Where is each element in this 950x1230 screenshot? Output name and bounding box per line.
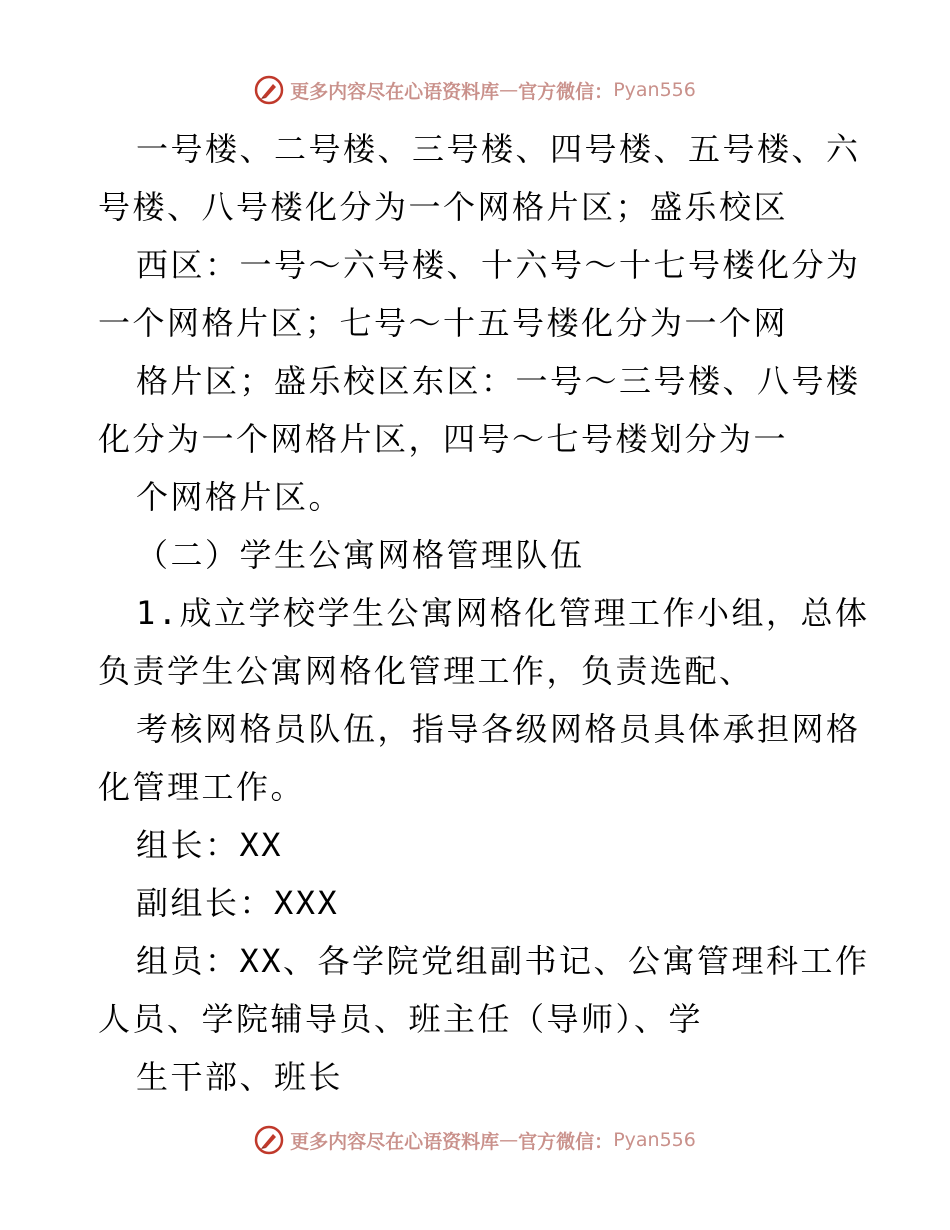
text-line: 一个网格片区；七号～十五号楼化分为一个网 xyxy=(98,304,789,342)
text-line: 1.成立学校学生公寓网格化管理工作小组，总体 xyxy=(136,594,870,632)
banner-contact-value: Pyan556 xyxy=(613,79,696,101)
footer-watermark-banner xyxy=(0,1120,950,1160)
banner-text: 更多内容尽在心语资料库 xyxy=(290,80,500,103)
text-line: 人员、学院辅导员、班主任（导师）、学 xyxy=(98,1000,704,1038)
members-line: 组员：XX、各学院党组副书记、公寓管理科工作 xyxy=(136,942,870,980)
text-line: 一号楼、二号楼、三号楼、四号楼、五号楼、六 xyxy=(136,130,861,168)
banner-contact-value: Pyan556 xyxy=(613,1129,696,1151)
text-line: 负责学生公寓网格化管理工作，负责选配、 xyxy=(98,652,754,690)
banner-contact-label: 官方微信： xyxy=(518,1130,614,1153)
pen-nib-icon xyxy=(254,1125,284,1155)
banner-text: 更多内容尽在心语资料库 xyxy=(290,1130,500,1153)
text-line: 格片区；盛乐校区东区：一号～三号楼、八号楼 xyxy=(136,362,861,400)
text-line: 西区：一号～六号楼、十六号～十七号楼化分为 xyxy=(136,246,861,284)
banner-dash: — xyxy=(499,1129,519,1151)
text-line: 号楼、八号楼化分为一个网格片区；盛乐校区 xyxy=(98,188,789,226)
text-line: 考核网格员队伍，指导各级网格员具体承担网格 xyxy=(136,710,861,748)
deputy-leader-line: 副组长：XXX xyxy=(136,884,340,922)
pen-nib-icon xyxy=(254,75,284,105)
banner-contact-label: 官方微信： xyxy=(518,80,614,103)
team-leader-line: 组长：XX xyxy=(136,826,284,864)
text-line: 化分为一个网格片区，四号～七号楼划分为一 xyxy=(98,420,789,458)
text-line: 化管理工作。 xyxy=(98,768,306,806)
text-line: 个网格片区。 xyxy=(136,478,344,516)
section-heading: （二）学生公寓网格管理队伍 xyxy=(136,536,585,574)
text-line: 生干部、班长 xyxy=(136,1058,344,1096)
header-watermark-banner xyxy=(0,70,950,110)
banner-dash: — xyxy=(499,79,519,101)
